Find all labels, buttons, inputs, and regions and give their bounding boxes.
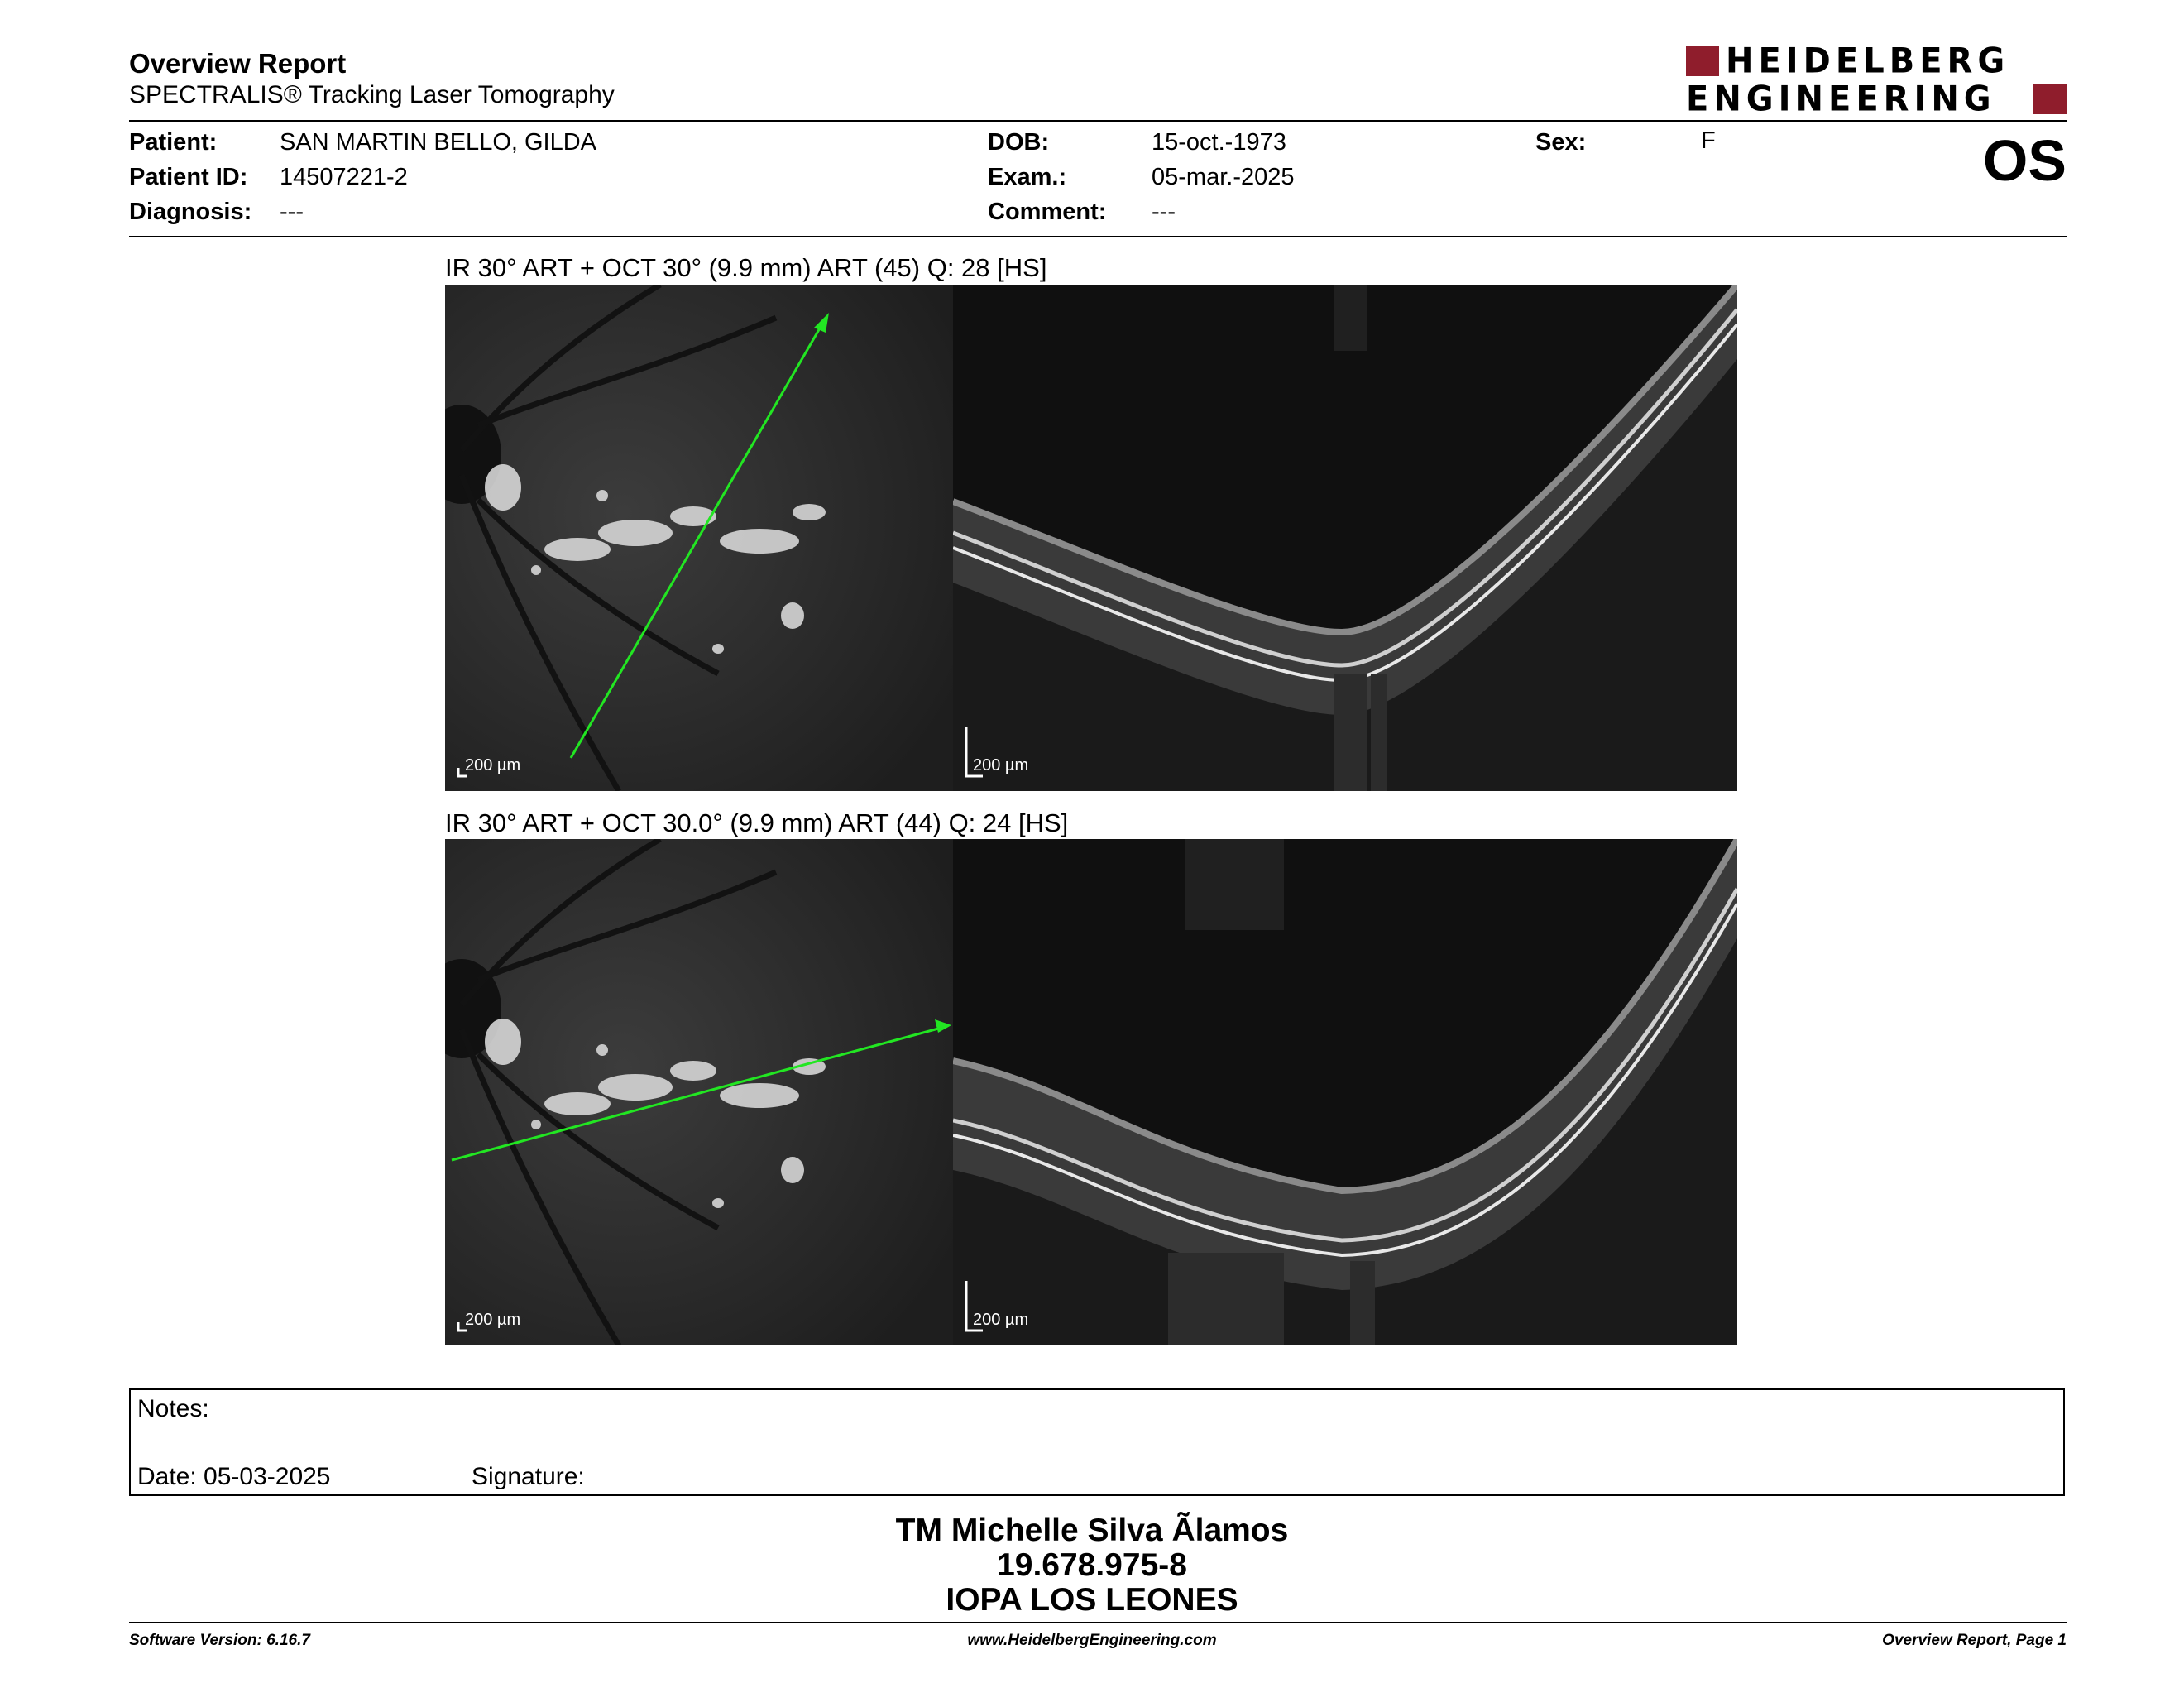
dob-value: 15-oct.-1973 xyxy=(1152,129,1286,156)
logo-line-2: ENGINEERING xyxy=(1686,79,1996,120)
scan-2-title: IR 30° ART + OCT 30.0° (9.9 mm) ART (44) Q: 24 [HS] xyxy=(445,808,1069,837)
dob-label: DOB: xyxy=(988,129,1050,156)
scan-2-oct-scale: 200 µm xyxy=(973,1311,1029,1329)
header-divider xyxy=(129,120,2067,122)
comment-value: --- xyxy=(1152,199,1176,225)
patient-id: 14507221-2 xyxy=(280,164,408,190)
footer-divider xyxy=(129,1622,2067,1623)
signatory-name: TM Michelle Silva Ãlamos xyxy=(895,1513,1289,1548)
exam-value: 05-mar.-2025 xyxy=(1152,164,1295,190)
patient-divider xyxy=(129,236,2067,237)
comment-label: Comment: xyxy=(988,199,1107,225)
notes-date: Date: 05-03-2025 xyxy=(137,1463,331,1490)
signatory-institution: IOPA LOS LEONES xyxy=(946,1582,1238,1618)
page-indicator: Overview Report, Page 1 xyxy=(1882,1632,2067,1649)
website-link: www.HeidelbergEngineering.com xyxy=(967,1632,1217,1649)
scan-1-oct-scale: 200 µm xyxy=(973,756,1029,774)
report-title: Overview Report xyxy=(129,48,347,79)
exam-label: Exam.: xyxy=(988,164,1067,190)
patient-label: Patient: xyxy=(129,129,218,156)
logo-line-1: HEIDELBERG xyxy=(1726,41,2010,82)
software-version: Software Version: 6.16.7 xyxy=(129,1632,310,1649)
scan-2-fundus-scale: 200 µm xyxy=(465,1311,521,1329)
notes-box xyxy=(129,1388,2065,1496)
notes-signature: Signature: xyxy=(472,1463,585,1490)
diagnosis-value: --- xyxy=(280,199,304,225)
signatory-rut: 19.678.975-8 xyxy=(997,1547,1187,1583)
report-subtitle: SPECTRALIS® Tracking Laser Tomography xyxy=(129,81,615,108)
patient-name: SAN MARTIN BELLO, GILDA xyxy=(280,129,597,156)
notes-label: Notes: xyxy=(137,1395,209,1422)
scan-2-fundus-image xyxy=(445,839,953,1345)
scan-2-oct-bscan xyxy=(953,839,1737,1345)
diagnosis-label: Diagnosis: xyxy=(129,199,252,225)
heidelberg-logo xyxy=(1686,41,2067,120)
sex-value: F xyxy=(1701,127,1716,154)
scan-1-fundus-scale: 200 µm xyxy=(465,756,521,774)
scan-1-oct-bscan xyxy=(953,285,1737,791)
scan-1-fundus-image xyxy=(445,285,953,791)
scan-1-title: IR 30° ART + OCT 30° (9.9 mm) ART (45) Q: 28 [HS] xyxy=(445,253,1047,282)
sex-label: Sex: xyxy=(1535,129,1587,156)
patient-id-label: Patient ID: xyxy=(129,164,248,190)
eye-laterality: OS xyxy=(1982,128,2067,193)
